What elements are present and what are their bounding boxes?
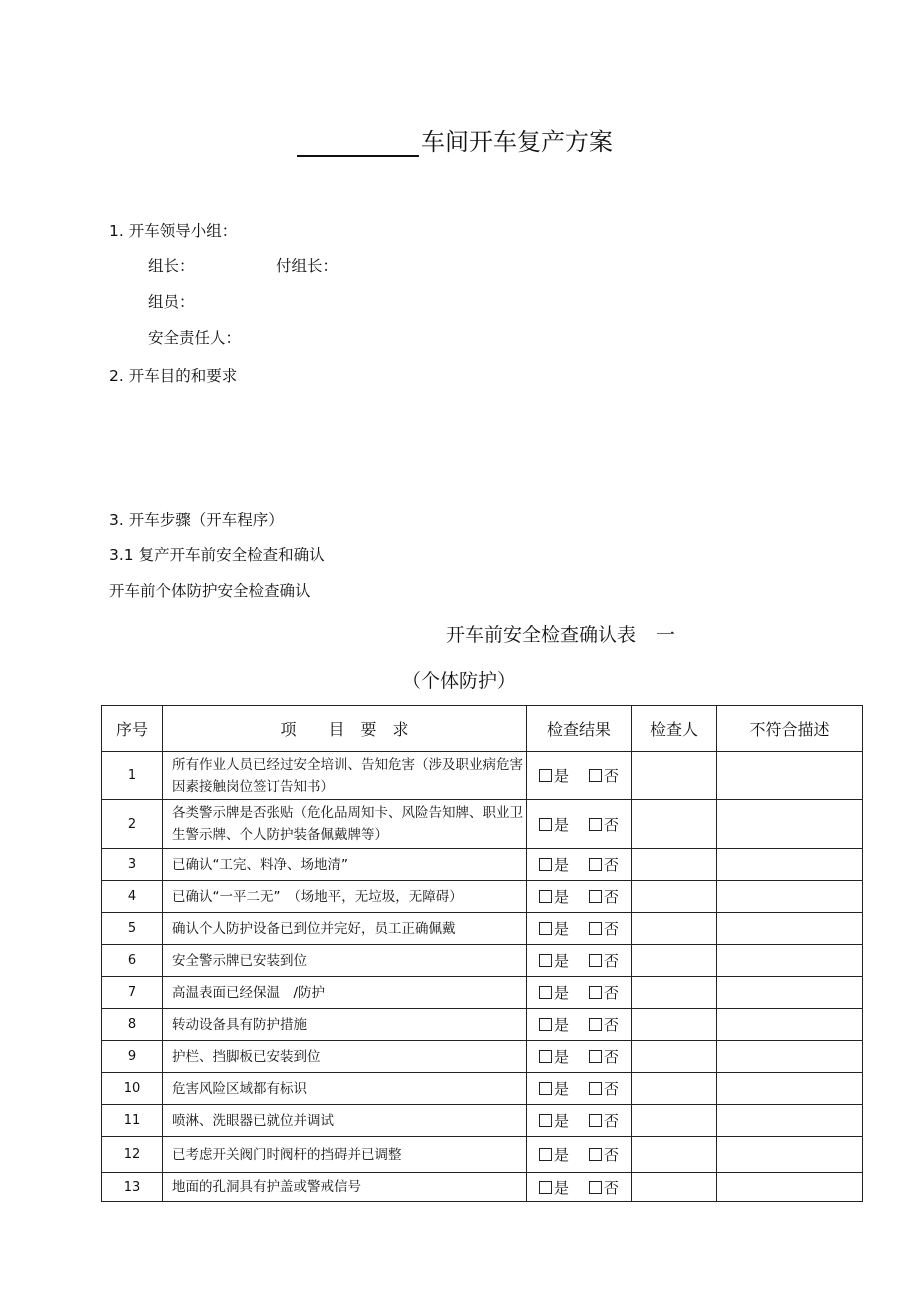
- yes-checkbox[interactable]: [539, 1148, 552, 1161]
- row-inspector-cell[interactable]: [632, 977, 717, 1009]
- no-label: 否: [604, 767, 620, 785]
- yes-label: 是: [553, 984, 569, 1002]
- row-inspector-cell[interactable]: [632, 1105, 717, 1137]
- row-inspector-cell[interactable]: [632, 945, 717, 977]
- no-label: 否: [604, 920, 620, 938]
- row-requirement: 转动设备具有防护措施: [163, 1009, 527, 1041]
- no-label: 否: [604, 1146, 620, 1164]
- table-row: [102, 1009, 863, 1041]
- no-checkbox[interactable]: [589, 954, 602, 967]
- section-2-heading: 2. 开车目的和要求: [109, 367, 238, 385]
- row-inspector-cell[interactable]: [632, 881, 717, 913]
- section-3-1-subheading: 开车前个体防护安全检查确认: [109, 582, 311, 600]
- header-result: 检查结果: [527, 706, 632, 752]
- row-inspector-cell[interactable]: [632, 1041, 717, 1073]
- row-number: 8: [102, 1009, 163, 1041]
- row-check-result: [527, 913, 632, 945]
- no-checkbox[interactable]: [589, 1114, 602, 1127]
- no-checkbox[interactable]: [589, 818, 602, 831]
- no-checkbox[interactable]: [589, 1181, 602, 1194]
- section-3-heading: 3. 开车步骤（开车程序）: [109, 511, 284, 529]
- row-check-result: [527, 881, 632, 913]
- yes-checkbox[interactable]: [539, 769, 552, 782]
- row-requirement: 地面的孔洞具有护盖或警戒信号: [163, 1173, 527, 1202]
- yes-label: 是: [553, 856, 569, 874]
- row-inspector-cell[interactable]: [632, 1173, 717, 1202]
- no-checkbox[interactable]: [589, 769, 602, 782]
- row-check-result: [527, 1041, 632, 1073]
- no-checkbox[interactable]: [589, 1148, 602, 1161]
- row-number: 1: [102, 752, 163, 800]
- row-inspector-cell[interactable]: [632, 1073, 717, 1105]
- row-nonconformity-cell[interactable]: [717, 1009, 863, 1041]
- row-requirement: 喷淋、洗眼器已就位并调试: [163, 1105, 527, 1137]
- table-row: [102, 1105, 863, 1137]
- row-check-result: [527, 1105, 632, 1137]
- yes-checkbox[interactable]: [539, 858, 552, 871]
- table-header-row: [102, 706, 863, 752]
- row-check-result: [527, 1137, 632, 1173]
- row-nonconformity-cell[interactable]: [717, 913, 863, 945]
- no-label: 否: [604, 1080, 620, 1098]
- row-check-result: [527, 977, 632, 1009]
- no-checkbox[interactable]: [589, 922, 602, 935]
- row-requirement: 已确认“一平二无” （场地平，无垃圾，无障碍）: [163, 881, 527, 913]
- section-1-heading: 1. 开车领导小组：: [109, 222, 238, 240]
- yes-checkbox[interactable]: [539, 890, 552, 903]
- yes-checkbox[interactable]: [539, 1114, 552, 1127]
- row-inspector-cell[interactable]: [632, 1137, 717, 1173]
- table-row: [102, 800, 863, 849]
- deputy-leader-label: 付组长：: [276, 257, 339, 275]
- yes-label: 是: [553, 815, 569, 834]
- yes-checkbox[interactable]: [539, 922, 552, 935]
- row-number: 7: [102, 977, 163, 1009]
- yes-checkbox[interactable]: [539, 1181, 552, 1194]
- member-label: 组员：: [148, 293, 195, 311]
- yes-label: 是: [553, 767, 569, 785]
- header-inspector: 检查人: [632, 706, 717, 752]
- no-label: 否: [604, 1048, 620, 1066]
- row-nonconformity-cell[interactable]: [717, 849, 863, 881]
- row-requirement: 各类警示牌是否张贴（危化品周知卡、风险告知牌、职业卫生警示牌、个人防护装备佩戴牌等）: [163, 800, 527, 849]
- yes-checkbox[interactable]: [539, 954, 552, 967]
- yes-label: 是: [553, 1146, 569, 1164]
- table-row: [102, 881, 863, 913]
- row-nonconformity-cell[interactable]: [717, 800, 863, 849]
- table-number: 一: [656, 624, 676, 646]
- row-number: 11: [102, 1105, 163, 1137]
- row-number: 12: [102, 1137, 163, 1173]
- table-row: [102, 913, 863, 945]
- yes-label: 是: [553, 920, 569, 938]
- row-number: 13: [102, 1173, 163, 1202]
- table-body: [102, 752, 863, 1202]
- no-checkbox[interactable]: [589, 858, 602, 871]
- row-number: 9: [102, 1041, 163, 1073]
- row-requirement: 危害风险区域都有标识: [163, 1073, 527, 1105]
- row-nonconformity-cell[interactable]: [717, 977, 863, 1009]
- row-requirement: 已考虑开关阀门时阀杆的挡碍并已调整: [163, 1137, 527, 1173]
- row-check-result: [527, 849, 632, 881]
- row-number: 2: [102, 800, 163, 849]
- safety-checklist-table: [101, 705, 863, 1202]
- table-row: [102, 1041, 863, 1073]
- no-checkbox[interactable]: [589, 890, 602, 903]
- row-inspector-cell[interactable]: [632, 849, 717, 881]
- row-nonconformity-cell[interactable]: [717, 1041, 863, 1073]
- row-number: 4: [102, 881, 163, 913]
- table-row: [102, 1137, 863, 1173]
- no-label: 否: [604, 888, 620, 906]
- table-row: [102, 1073, 863, 1105]
- row-check-result: [527, 1173, 632, 1202]
- row-check-result: [527, 945, 632, 977]
- row-inspector-cell[interactable]: [632, 800, 717, 849]
- row-requirement: 所有作业人员已经过安全培训、告知危害（涉及职业病危害因素接触岗位签订告知书）: [163, 752, 527, 800]
- row-requirement: 安全警示牌已安装到位: [163, 945, 527, 977]
- row-nonconformity-cell[interactable]: [717, 1173, 863, 1202]
- row-check-result: [527, 1073, 632, 1105]
- no-checkbox[interactable]: [589, 1018, 602, 1031]
- row-inspector-cell[interactable]: [632, 913, 717, 945]
- yes-label: 是: [553, 952, 569, 970]
- yes-label: 是: [553, 1016, 569, 1034]
- row-requirement: 已确认“工完、料净、场地清”: [163, 849, 527, 881]
- row-check-result: [527, 752, 632, 800]
- no-checkbox[interactable]: [589, 986, 602, 999]
- workshop-name-blank: [297, 129, 419, 157]
- yes-label: 是: [553, 1048, 569, 1066]
- table-row: [102, 1173, 863, 1202]
- safety-responsible-label: 安全责任人：: [148, 329, 242, 347]
- no-label: 否: [604, 1178, 620, 1197]
- no-checkbox[interactable]: [589, 1050, 602, 1063]
- row-requirement: 高温表面已经保温 /防护: [163, 977, 527, 1009]
- row-number: 5: [102, 913, 163, 945]
- table-title-text: 开车前安全检查确认表: [446, 624, 637, 646]
- row-nonconformity-cell[interactable]: [717, 945, 863, 977]
- yes-label: 是: [553, 1080, 569, 1098]
- row-number: 3: [102, 849, 163, 881]
- yes-checkbox[interactable]: [539, 986, 552, 999]
- leader-label: 组长：: [148, 257, 195, 275]
- page-title-text: 车间开车复产方案: [421, 128, 613, 156]
- no-label: 否: [604, 1016, 620, 1034]
- row-inspector-cell[interactable]: [632, 1009, 717, 1041]
- yes-checkbox[interactable]: [539, 818, 552, 831]
- row-nonconformity-cell[interactable]: [717, 752, 863, 800]
- header-item: 项 目 要 求: [163, 706, 527, 752]
- no-checkbox[interactable]: [589, 1082, 602, 1095]
- yes-label: 是: [553, 1112, 569, 1130]
- row-nonconformity-cell[interactable]: [717, 1137, 863, 1173]
- table-subtitle: （个体防护）: [402, 670, 517, 692]
- section-3-1-heading: 3.1 复产开车前安全检查和确认: [109, 546, 325, 564]
- no-label: 否: [604, 984, 620, 1002]
- yes-checkbox[interactable]: [539, 1018, 552, 1031]
- no-label: 否: [604, 815, 620, 834]
- row-check-result: [527, 800, 632, 849]
- row-number: 6: [102, 945, 163, 977]
- table-row: [102, 977, 863, 1009]
- row-number: 10: [102, 1073, 163, 1105]
- row-nonconformity-cell[interactable]: [717, 881, 863, 913]
- row-nonconformity-cell[interactable]: [717, 1105, 863, 1137]
- yes-checkbox[interactable]: [539, 1082, 552, 1095]
- no-label: 否: [604, 1112, 620, 1130]
- no-label: 否: [604, 952, 620, 970]
- row-check-result: [527, 1009, 632, 1041]
- yes-checkbox[interactable]: [539, 1050, 552, 1063]
- page-title: [297, 122, 613, 157]
- header-nonconformity: 不符合描述: [717, 706, 863, 752]
- row-requirement: 护栏、挡脚板已安装到位: [163, 1041, 527, 1073]
- row-nonconformity-cell[interactable]: [717, 1073, 863, 1105]
- row-requirement: 确认个人防护设备已到位并完好，员工正确佩戴: [163, 913, 527, 945]
- table-title: [446, 620, 675, 647]
- table-row: [102, 752, 863, 800]
- yes-label: 是: [553, 1178, 569, 1197]
- table-row: [102, 945, 863, 977]
- header-no: 序号: [102, 706, 163, 752]
- row-inspector-cell[interactable]: [632, 752, 717, 800]
- no-label: 否: [604, 856, 620, 874]
- table-row: [102, 849, 863, 881]
- yes-label: 是: [553, 888, 569, 906]
